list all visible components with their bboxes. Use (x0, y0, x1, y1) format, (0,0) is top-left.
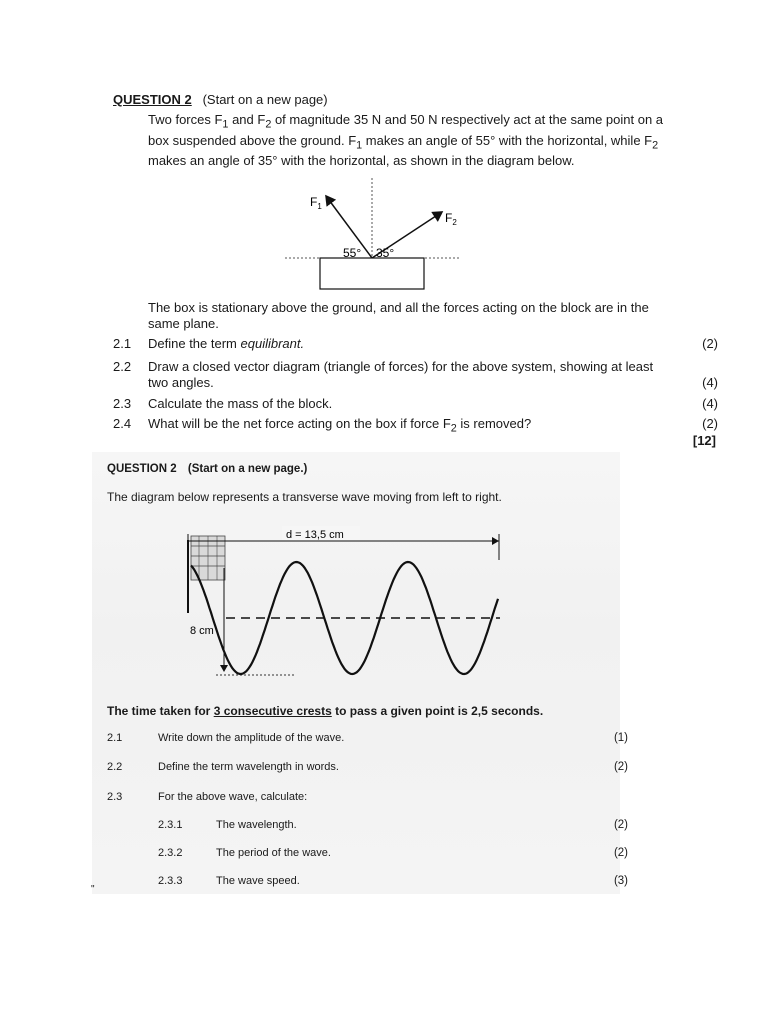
q1-item-text: What will be the net force acting on the box if force $F_2$ is removed? (148, 416, 532, 435)
q2-heading (107, 462, 307, 476)
q2-subitem-marks: (2) (613, 847, 628, 859)
distance-label: d = 13,5 cm (286, 529, 344, 541)
time-pre: The time taken for (107, 704, 214, 718)
q2-subitem-text: The wavelength. (216, 819, 297, 831)
q2-time-statement (107, 704, 543, 718)
q2-intro: The diagram below represents a transverse wave moving from left to right. (107, 490, 502, 504)
q2-subitem-number: 2.3.3 (158, 875, 183, 887)
q2-item-number: 2.1 (107, 732, 123, 744)
angle-55: 55° (343, 246, 362, 260)
time-underlined: 3 consecutive crests (213, 704, 332, 718)
amplitude-label: 8 cm (190, 625, 214, 637)
q1-heading-note: (Start on a new page) (202, 92, 328, 107)
q1-item-number: 2.3 (113, 396, 132, 411)
q2-item-number: 2.2 (107, 761, 123, 773)
q2-item-text: Define the term wavelength in words. (158, 761, 339, 773)
q1-item-text: Draw a closed vector diagram (triangle of forces) for the above system, showing at least two angles. (148, 359, 654, 390)
q1-item-number: 2.1 (113, 336, 132, 351)
q1-item-marks: (4) (702, 375, 718, 390)
f1-label: $F_1$ (310, 195, 322, 211)
q2-heading-note: (Start on a new page.) (187, 463, 308, 475)
q2-subitem-text: The period of the wave. (216, 847, 331, 859)
q2-item-number: 2.3 (107, 791, 123, 803)
q2-item-marks: (2) (613, 761, 628, 773)
angle-35: 35° (376, 246, 395, 260)
q1-item-marks: (2) (702, 336, 718, 351)
wave-diagram (176, 520, 506, 690)
q1-item-marks: (2) (702, 416, 718, 431)
stray-mark: " (91, 884, 95, 895)
q1-total: [12] (692, 433, 716, 448)
force-diagram (280, 176, 470, 296)
q1-intro: Two forces $F_1$ and $F_2$ of magnitude 35 N and 50 N respectively act at the same point on a box suspended above the ground. $F_1$ makes an angle of 55° with the horizontal, while $F_2$ makes an angle of 35° with the horizontal, as shown in the diagram below. (148, 112, 664, 169)
q2-subitem-number: 2.3.1 (158, 819, 183, 831)
time-post: to pass a given point is 2,5 seconds. (331, 704, 544, 718)
q2-subitem-number: 2.3.2 (158, 847, 183, 859)
q1-item-text: Calculate the mass of the block. (148, 396, 333, 411)
q1-heading-label: QUESTION 2 (113, 92, 192, 107)
q1-item-number: 2.2 (113, 359, 132, 374)
q2-subitem-marks: (2) (613, 819, 628, 831)
f2-label: $F_2$ (445, 211, 457, 227)
q1-item-text: Define the term equilibrant. (148, 336, 305, 351)
q1-item-marks: (4) (702, 396, 718, 411)
q2-subitem-marks: (3) (613, 875, 628, 887)
q2-item-text: Write down the amplitude of the wave. (158, 732, 345, 744)
q2-item-text: For the above wave, calculate: (158, 791, 308, 803)
q1-item-number: 2.4 (113, 416, 132, 431)
q1-after-diagram: The box is stationary above the ground, and all the forces acting on the block are in the same plane. (148, 300, 649, 331)
q1-heading (113, 92, 328, 108)
q2-item-marks: (1) (613, 732, 628, 744)
q2-heading-label: QUESTION 2 (107, 463, 177, 475)
q2-subitem-text: The wave speed. (216, 875, 300, 887)
